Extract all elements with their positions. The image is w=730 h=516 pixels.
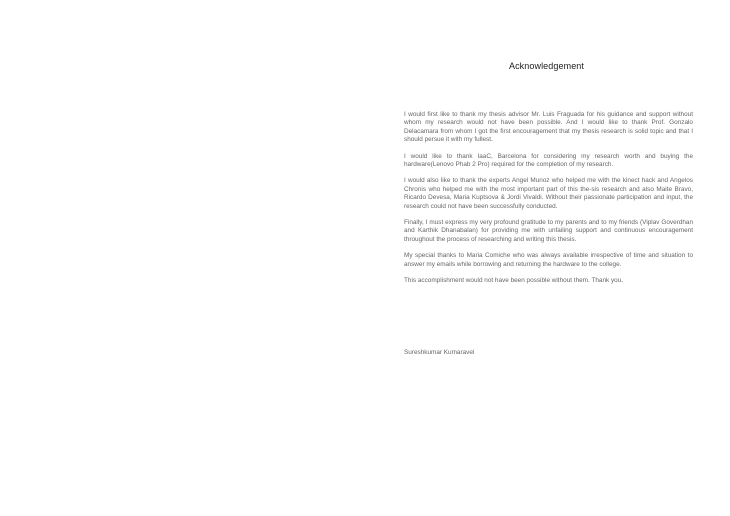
paragraph-family: Finally, I must express my very profound gratitude to my parents and to my friends (Viplav Goverdhan and Karthik Dhanabalan) for providing me with unfailing support and continuous encouragement throughout the process of researching and writing this thesis. bbox=[404, 219, 693, 243]
paragraph-experts: I would also like to thank the experts Angel Munoz who helped me with the kinect hack and Angelos Chronis who helped me with the most important part of this the-sis research and also Maite Bravo, Ricardo Devesa, Maria Kuptsova & Jordi Vivaldi. Without their passionate participation and input, the research could not have been successfully conducted. bbox=[404, 177, 693, 210]
acknowledgement-body bbox=[404, 111, 693, 294]
paragraph-special-thanks: My special thanks to Maria Comiche who was always available irrespective of time and situation to answer my emails while borrowing and returning the hardware to the college. bbox=[404, 252, 693, 268]
paragraph-closing: This accomplishment would not have been possible without them. Thank you. bbox=[404, 277, 624, 285]
paragraph-advisor: I would first like to thank my thesis advisor Mr. Luis Fraguada for his guidance and support without whom my research would not have been possible. And I would like to thank Prof. Gonzalo Delacamara from whom I got the first encouragement that my thesis research is solid topic and that I should persue it with my fullest. bbox=[404, 111, 693, 144]
author-signature: Sureshkumar Kumaravel bbox=[404, 349, 475, 356]
paragraph-iaac: I would like to thank IaaC, Barcelona for considering my research worth and buying the hardware(Lenovo Phab 2 Pro) required for the completion of my research. bbox=[404, 152, 693, 169]
page-title: Acknowledgement bbox=[508, 61, 585, 71]
